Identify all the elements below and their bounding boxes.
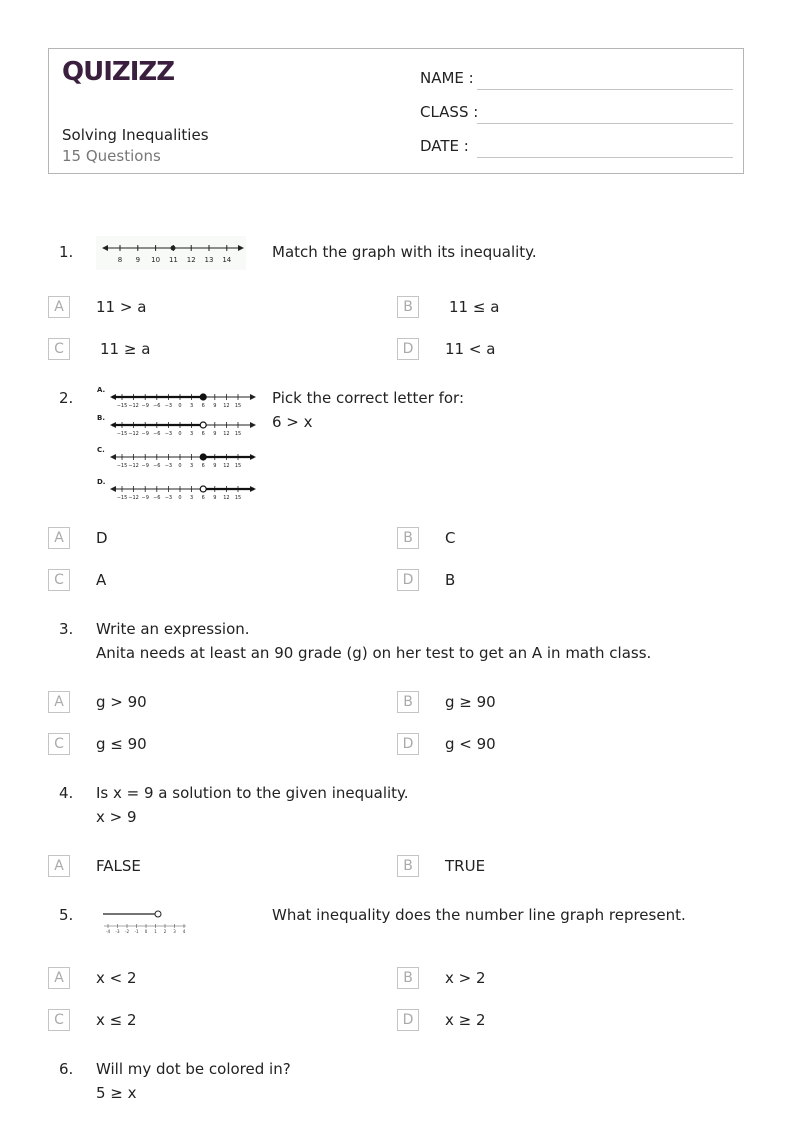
question-number: 2. <box>59 389 74 407</box>
q2-tick-label: 9 <box>213 495 217 501</box>
q2-open-dot <box>200 486 206 492</box>
option-c-box[interactable]: C <box>48 569 70 591</box>
q1-tick-label: 9 <box>135 256 141 264</box>
q5-tick-label: 0 <box>144 929 148 934</box>
q2-tick-label: −9 <box>141 403 149 409</box>
q2-tick-label: 12 <box>223 431 230 437</box>
q5-number-line-image <box>100 906 190 934</box>
q2-tick-label: 3 <box>190 463 194 469</box>
q2-tick-label: 9 <box>213 431 217 437</box>
option-d-text: B <box>445 571 456 589</box>
q2-tick-label: 0 <box>178 495 182 501</box>
name-field[interactable] <box>477 89 733 90</box>
option-c-text: x ≤ 2 <box>96 1011 137 1029</box>
question-count: 15 Questions <box>62 147 161 165</box>
q2-graph-label: C. <box>97 446 105 454</box>
q2-closed-dot <box>200 454 206 460</box>
q5-tick-label: -4 <box>106 929 110 934</box>
q2-tick-label: −12 <box>128 431 139 437</box>
option-b-text: TRUE <box>445 857 486 875</box>
option-a-box[interactable]: A <box>48 691 70 713</box>
q2-tick-label: −3 <box>164 403 173 409</box>
question-number: 4. <box>59 784 74 802</box>
q2-tick-label: −9 <box>141 463 149 469</box>
question-inequality: x > 9 <box>96 808 137 826</box>
q5-tick-label: -2 <box>125 929 129 934</box>
option-a-text: x < 2 <box>96 969 137 987</box>
option-b-text: g ≥ 90 <box>445 693 496 711</box>
date-field[interactable] <box>477 157 733 158</box>
q5-tick-label: 3 <box>173 929 176 934</box>
q2-tick-label: 12 <box>223 403 230 409</box>
option-b-box[interactable]: B <box>397 855 419 877</box>
q2-tick-label: −6 <box>153 403 161 409</box>
q2-tick-label: 15 <box>234 403 242 409</box>
q2-tick-label: 0 <box>178 403 182 409</box>
option-c-box[interactable]: C <box>48 338 70 360</box>
q2-left-arrow <box>110 454 116 460</box>
q5-tick-label: -3 <box>115 929 120 934</box>
q1-tick-label: 14 <box>222 256 232 264</box>
q2-tick-label: 0 <box>178 463 182 469</box>
q2-tick-label: 6 <box>201 403 205 409</box>
question-text: Will my dot be colored in? <box>96 1060 291 1078</box>
option-a-text: D <box>96 529 108 547</box>
question-number: 5. <box>59 906 74 924</box>
worksheet-title: Solving Inequalities <box>62 126 209 144</box>
q5-tick-label: 2 <box>163 929 167 934</box>
option-c-text: A <box>96 571 107 589</box>
option-a-box[interactable]: A <box>48 527 70 549</box>
q2-right-arrow <box>250 422 256 428</box>
option-b-box[interactable]: B <box>397 691 419 713</box>
option-a-box[interactable]: A <box>48 967 70 989</box>
q5-open-dot <box>155 911 161 917</box>
q1-tick-label: 11 <box>168 256 178 264</box>
option-b-text: 11 ≤ a <box>449 298 500 316</box>
q1-closed-dot <box>171 246 176 251</box>
q2-open-dot <box>200 422 206 428</box>
q5-tick-label: 1 <box>154 929 157 934</box>
option-c-text: g ≤ 90 <box>96 735 147 753</box>
q5-tick-label: -1 <box>134 929 139 934</box>
option-d-box[interactable]: D <box>397 338 419 360</box>
question-number: 1. <box>59 243 74 261</box>
q2-tick-label: −3 <box>164 463 173 469</box>
option-d-box[interactable]: D <box>397 733 419 755</box>
q2-tick-label: 9 <box>213 403 217 409</box>
option-d-text: 11 < a <box>445 340 496 358</box>
q2-tick-label: 12 <box>223 463 230 469</box>
question-inequality: 5 ≥ x <box>96 1084 137 1102</box>
q2-tick-label: −6 <box>153 463 161 469</box>
date-label: DATE : <box>420 137 469 155</box>
option-a-box[interactable]: A <box>48 855 70 877</box>
question-inequality: 6 > x <box>272 413 313 431</box>
q2-tick-label: 3 <box>190 403 194 409</box>
question-number: 6. <box>59 1060 74 1078</box>
question-text: Pick the correct letter for: <box>272 389 464 407</box>
worksheet-header <box>48 48 744 174</box>
question-text: What inequality does the number line graph represent. <box>272 906 686 924</box>
option-d-box[interactable]: D <box>397 569 419 591</box>
option-d-text: x ≥ 2 <box>445 1011 486 1029</box>
q2-tick-label: −3 <box>164 431 173 437</box>
option-c-text: 11 ≥ a <box>100 340 151 358</box>
option-a-text: 11 > a <box>96 298 147 316</box>
option-a-text: FALSE <box>96 857 141 875</box>
class-label: CLASS : <box>420 103 479 121</box>
option-b-box[interactable]: B <box>397 296 419 318</box>
question-prompt: Anita needs at least an 90 grade (g) on her test to get an A in math class. <box>96 644 652 662</box>
option-d-text: g < 90 <box>445 735 496 753</box>
q1-tick-label: 10 <box>151 256 161 264</box>
option-c-box[interactable]: C <box>48 1009 70 1031</box>
q2-tick-label: −15 <box>116 495 128 501</box>
option-b-box[interactable]: B <box>397 967 419 989</box>
q2-tick-label: 15 <box>234 431 242 437</box>
q2-tick-label: 3 <box>190 495 194 501</box>
q2-tick-label: −6 <box>153 431 161 437</box>
q2-graph-label: B. <box>97 414 105 422</box>
q2-right-arrow <box>250 394 256 400</box>
question-number: 3. <box>59 620 74 638</box>
q2-tick-label: −9 <box>141 431 149 437</box>
option-a-box[interactable]: A <box>48 296 70 318</box>
q2-tick-label: −3 <box>164 495 173 501</box>
q2-tick-label: −12 <box>128 403 139 409</box>
q2-tick-label: 15 <box>234 463 242 469</box>
q1-tick-label: 13 <box>204 256 214 264</box>
q2-tick-label: −12 <box>128 495 139 501</box>
q2-tick-label: 12 <box>223 495 230 501</box>
option-a-text: g > 90 <box>96 693 147 711</box>
question-text: Match the graph with its inequality. <box>272 243 537 261</box>
option-d-box[interactable]: D <box>397 1009 419 1031</box>
q5-tick-label: 4 <box>182 929 186 934</box>
q2-tick-label: −15 <box>116 463 128 469</box>
q2-closed-dot <box>200 394 206 400</box>
q2-tick-label: −12 <box>128 463 139 469</box>
q2-tick-label: −6 <box>153 495 161 501</box>
q1-tick-label: 8 <box>117 256 123 264</box>
q2-tick-label: 3 <box>190 431 194 437</box>
q2-tick-label: 6 <box>201 463 205 469</box>
q2-left-arrow <box>110 486 116 492</box>
q2-tick-label: 0 <box>178 431 182 437</box>
q2-tick-label: −15 <box>116 403 128 409</box>
option-b-box[interactable]: B <box>397 527 419 549</box>
q2-tick-label: −15 <box>116 431 128 437</box>
option-b-text: x > 2 <box>445 969 486 987</box>
question-text: Write an expression. <box>96 620 250 638</box>
q1-number-line-image <box>96 236 246 270</box>
q2-tick-label: 6 <box>201 495 205 501</box>
name-label: NAME : <box>420 69 474 87</box>
q2-tick-label: 6 <box>201 431 205 437</box>
q2-number-lines-image <box>96 384 258 502</box>
q2-tick-label: 15 <box>234 495 242 501</box>
option-b-text: C <box>445 529 456 547</box>
quizizz-logo: QUIZIZZ <box>62 57 175 87</box>
q1-tick-label: 12 <box>186 256 196 264</box>
q2-graph-label: A. <box>97 386 106 394</box>
class-field[interactable] <box>477 123 733 124</box>
q2-graph-label: D. <box>97 478 106 486</box>
question-text: Is x = 9 a solution to the given inequality. <box>96 784 409 802</box>
option-c-box[interactable]: C <box>48 733 70 755</box>
q2-tick-label: 9 <box>213 463 217 469</box>
q2-tick-label: −9 <box>141 495 149 501</box>
